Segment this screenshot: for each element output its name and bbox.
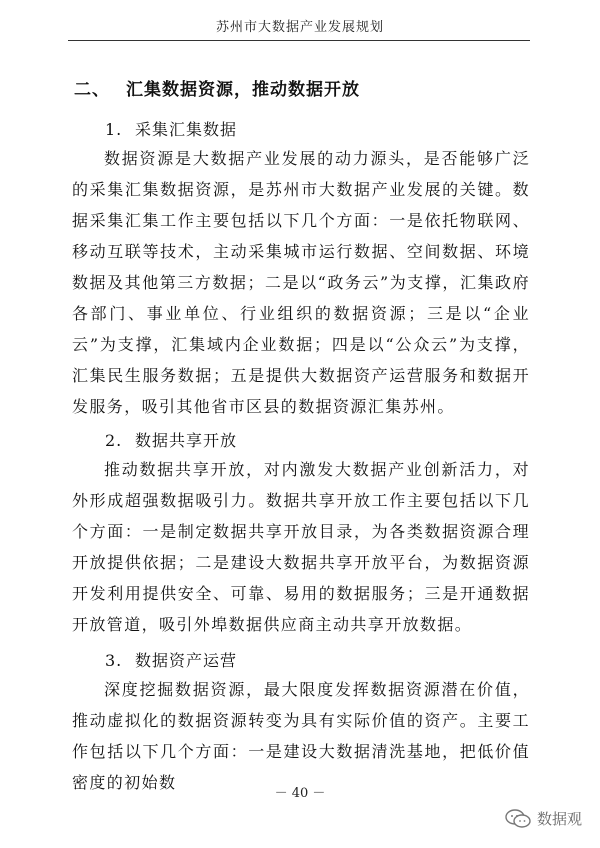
subsection-title: 数据资产运营 bbox=[135, 651, 238, 670]
watermark bbox=[505, 808, 582, 829]
subsection-number: 1. bbox=[105, 120, 123, 139]
paragraph-3: 深度挖掘数据资源，最大限度发挥数据资源潜在价值，推动虚拟化的数据资源转变为具有实际价值的资产。主要工作包括以下几个方面：一是建设大数据清洗基地，把低价值密度的初始数 bbox=[72, 680, 530, 792]
section-title: 汇集数据资源，推动数据开放 bbox=[126, 80, 360, 100]
subsection-number: 3. bbox=[105, 651, 123, 670]
subsection-heading-1 bbox=[105, 117, 237, 140]
subsection-title: 数据共享开放 bbox=[135, 431, 238, 450]
paragraph-1: 数据资源是大数据产业发展的动力源头，是否能够广泛的采集汇集数据资源，是苏州市大数据产业发展的关键。数据采集汇集工作主要包括以下几个方面：一是依托物联网、移动互联等技术，主动采集城市运行数据、空间数据、环境数据及其他第三方数据；二是以“政务云”为支撑，汇集政府各部门、事业单位、行业组织的数据资源；三是以“企业云”为支撑，汇集域内企业数据；四是以“公众云”为支撑，汇集民生服务数据；五是提供大数据资产运营服务和数据开发服务，吸引其他省市区县的数据资源汇集苏州。 bbox=[72, 149, 530, 416]
section-heading bbox=[74, 75, 360, 100]
running-header: 苏州市大数据产业发展规划 bbox=[215, 20, 384, 35]
watermark-text: 数据观 bbox=[536, 810, 582, 828]
page-number: － 40 － bbox=[274, 786, 326, 801]
section-number: 二、 bbox=[74, 80, 110, 100]
wechat-icon bbox=[505, 809, 531, 829]
header-rule bbox=[68, 40, 530, 41]
subsection-heading-3 bbox=[105, 648, 237, 671]
subsection-heading-2 bbox=[105, 428, 237, 451]
subsection-number: 2. bbox=[105, 431, 123, 450]
paragraph-2: 推动数据共享开放，对内激发大数据产业创新活力，对外形成超强数据吸引力。数据共享开放工作主要包括以下几个方面：一是制定数据共享开放目录，为各类数据资源合理开放提供依据；二是建设大数据共享开放平台，为数据资源开发利用提供安全、可靠、易用的数据服务；三是开通数据开放管道，吸引外埠数据供应商主动共享开放数据。 bbox=[72, 460, 530, 634]
subsection-title: 采集汇集数据 bbox=[135, 120, 238, 139]
